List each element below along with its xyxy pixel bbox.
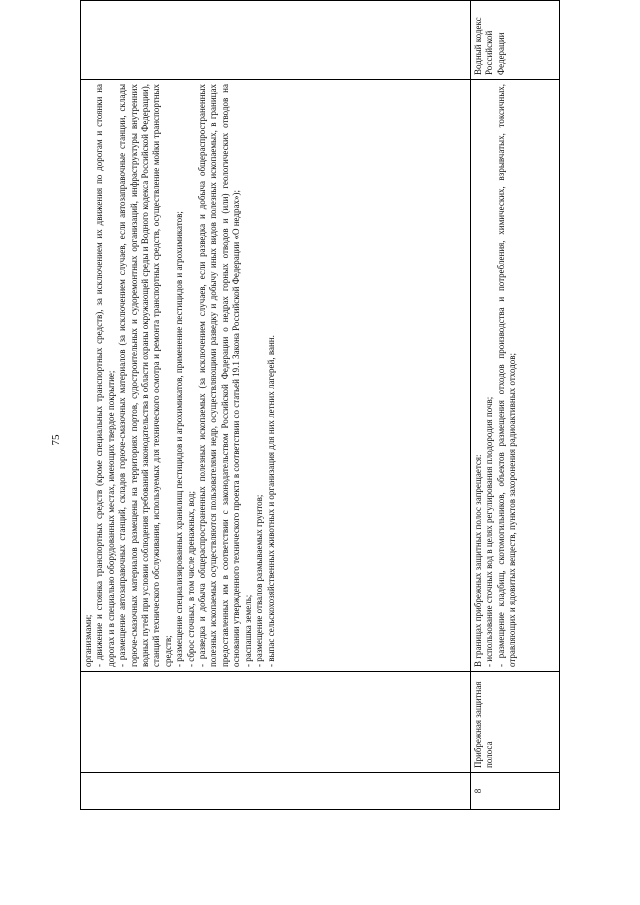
document-cell: Водный кодекс Российской Федерации <box>471 1 560 80</box>
requirements-cell <box>81 80 471 672</box>
requirement-line: - движение и стоянка транспортных средств (кроме специальных транспортных средств), за исключением их движения по дорогам и стоянки на дорогах и в специально оборудованных местах, имеющих твердое покрытие; <box>94 84 116 667</box>
requirement-line: - размещение отвалов размываемых грунтов; <box>254 494 265 667</box>
requirement-line: - использование сточных вод в целях регулирования плодородия почв; <box>484 396 495 667</box>
requirement-line: - разведка и добыча общераспространенных полезных ископаемых (за исключением случаев, если разведка и добыча общераспространенных полезных ископаемых осуществляются пользователями недр, осуществляющими разведку и добычу иных видов полезных ископаемых, в границах предоставленных им в соответствии с законодательством Российской Федерации о недрах горных отводов и (или) геологических отводов на основании утвержденного технического проекта в соответствии со статьей 19.1 Закона Российской Федерации «О недрах»); <box>197 84 242 667</box>
requirement-line: организмами; <box>83 614 93 667</box>
requirement-line: - размещение специализированных хранилищ пестицидов и агрохимикатов, применение пестицидов и агрохимикатов; <box>174 211 185 667</box>
zone-name-cell <box>81 672 471 773</box>
document-cell <box>81 1 471 80</box>
requirement-line: - сброс сточных, в том числе дренажных, вод; <box>185 490 196 667</box>
requirement-line: - распашка земель; <box>242 594 253 667</box>
table-row <box>471 1 560 810</box>
requirements-cell <box>471 80 560 672</box>
page-number: 75 <box>50 434 62 446</box>
table-row <box>81 1 471 810</box>
restrictions-table <box>80 0 560 810</box>
row-number-cell <box>81 773 471 810</box>
requirement-line: - размещение автозаправочных станций, складов горюче-смазочных материалов (за исключением случаев, если автозаправочные станции, склады горюче-смазочных материалов размещены на территориях портов, судостроительных и судоремонтных организаций, инфраструктуры внутренних водных путей при условии соблюдения требований законодательства в области охраны окружающей среды и Водного кодекса Российской Федерации), станций технического обслуживания, используемых для технического осмотра и ремонта транспортных средств, осуществление мойки транспортных средств; <box>117 84 173 667</box>
requirement-line: - размещение кладбищ, скотомогильников, объектов размещения отходов производства и потребления, химических, взрывчатых, токсичных, отравляющих и ядовитых веществ, пунктов захоронения радиоактивных отходов; <box>495 84 518 667</box>
requirement-line: В границах прибрежных защитных полос запрещается: <box>473 454 483 667</box>
zone-name-cell: Прибрежная защитная полоса <box>471 672 560 773</box>
row-number-cell: 8 <box>471 773 560 810</box>
rotated-page-content <box>80 0 560 810</box>
requirement-line: - выпас сельскохозяйственных животных и организация для них летних лагерей, ванн. <box>265 335 276 667</box>
